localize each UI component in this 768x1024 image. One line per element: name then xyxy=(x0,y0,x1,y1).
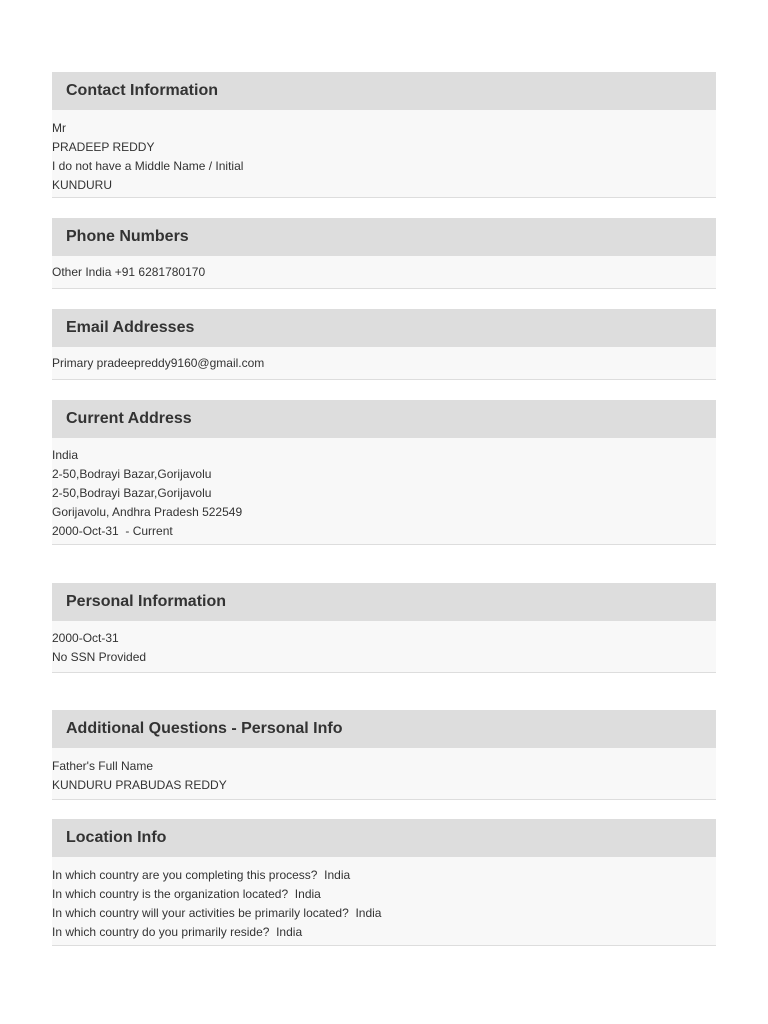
full-name: PRADEEP REDDY xyxy=(52,140,155,154)
email-address: Primary pradeepreddy9160@gmail.com xyxy=(52,356,265,370)
phone-numbers-header xyxy=(52,218,716,256)
address-line-2: 2-50,Bodrayi Bazar,Gorijavolu xyxy=(52,486,212,500)
contact-information-section xyxy=(52,72,716,198)
date-of-birth: 2000-Oct-31 xyxy=(52,631,119,645)
location-question: In which country will your activities be primarily located? India xyxy=(52,906,382,920)
middle-name-note: I do not have a Middle Name / Initial xyxy=(52,159,244,173)
phone-numbers-section xyxy=(52,218,716,289)
location-question: In which country are you completing this process? India xyxy=(52,868,351,882)
last-name: KUNDURU xyxy=(52,178,112,192)
question-answer: KUNDURU PRABUDAS REDDY xyxy=(52,778,227,792)
contact-information-body xyxy=(52,110,716,198)
section-title: Additional Questions - Personal Info xyxy=(66,720,343,737)
additional-questions-section xyxy=(52,710,716,800)
section-title: Contact Information xyxy=(66,82,218,99)
location-info-body xyxy=(52,857,716,946)
personal-information-body xyxy=(52,621,716,673)
current-address-section xyxy=(52,400,716,545)
section-title: Location Info xyxy=(66,829,167,846)
address-line-1: 2-50,Bodrayi Bazar,Gorijavolu xyxy=(52,467,212,481)
phone-number: Other India +91 6281780170 xyxy=(52,265,206,279)
current-address-header xyxy=(52,400,716,438)
current-address-body xyxy=(52,438,716,545)
contact-information-header xyxy=(52,72,716,110)
section-title: Phone Numbers xyxy=(66,228,189,245)
address-country: India xyxy=(52,448,79,462)
additional-questions-body xyxy=(52,748,716,800)
question-label: Father's Full Name xyxy=(52,759,153,773)
email-addresses-body xyxy=(52,347,716,380)
section-title: Current Address xyxy=(66,410,192,427)
section-title: Email Addresses xyxy=(66,319,195,336)
personal-information-section xyxy=(52,583,716,673)
salutation: Mr xyxy=(52,121,66,135)
email-addresses-section xyxy=(52,309,716,380)
address-dates: 2000-Oct-31 - Current xyxy=(52,524,173,538)
personal-information-header xyxy=(52,583,716,621)
address-city-state: Gorijavolu, Andhra Pradesh 522549 xyxy=(52,505,243,519)
location-info-header xyxy=(52,819,716,857)
email-addresses-header xyxy=(52,309,716,347)
ssn-status: No SSN Provided xyxy=(52,650,147,664)
location-info-section xyxy=(52,819,716,946)
location-question: In which country is the organization located? India xyxy=(52,887,321,901)
location-question: In which country do you primarily reside? India xyxy=(52,925,303,939)
additional-questions-header xyxy=(52,710,716,748)
phone-numbers-body xyxy=(52,256,716,289)
section-title: Personal Information xyxy=(66,593,227,610)
